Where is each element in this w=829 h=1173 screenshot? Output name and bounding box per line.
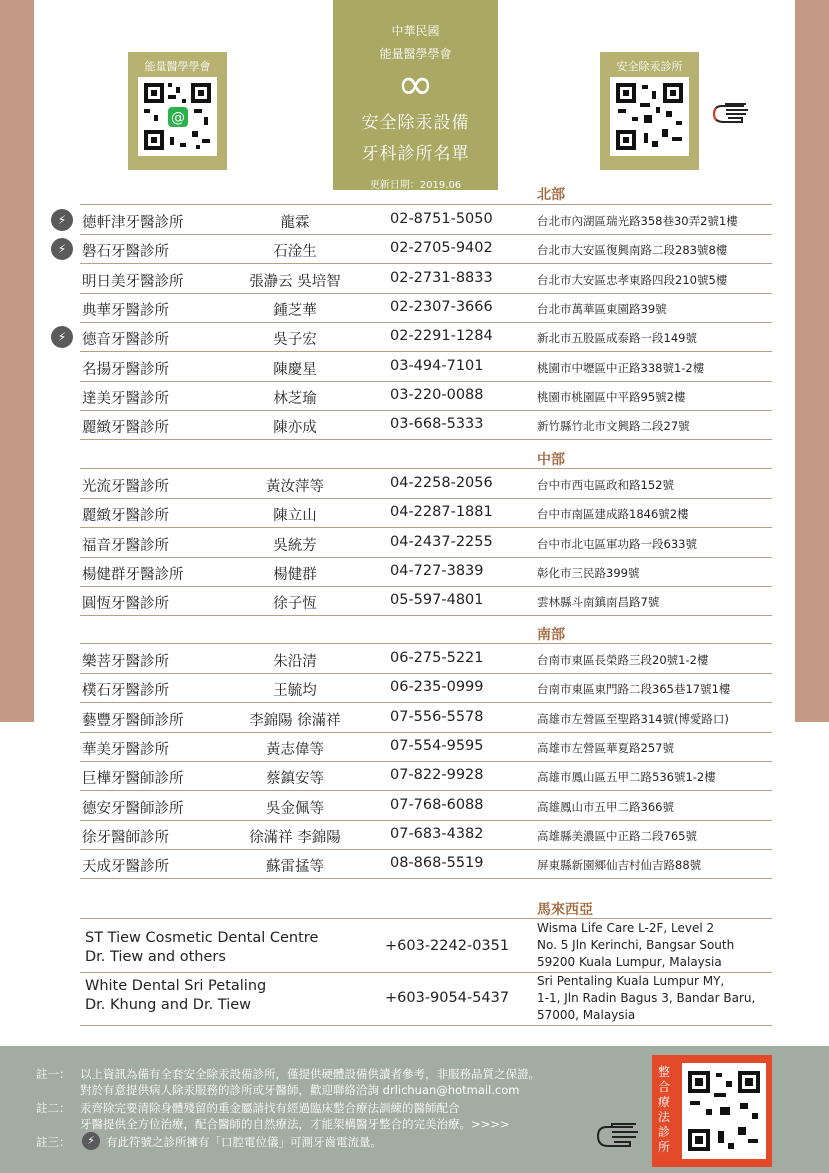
address: 雲林縣斗南鎮南昌路7號 [537, 595, 660, 610]
doctor-name: 徐滿祥 李錦陽 [249, 829, 341, 846]
address: 高雄鳳山市五甲二路366號 [537, 799, 674, 814]
doctor-name: 蔡鎮安等 [266, 771, 324, 788]
clinic-name-line: White Dental Sri Petaling [85, 978, 267, 994]
clinic-name: 達美牙醫診所 [82, 390, 169, 407]
update-date: 更新日期：2019.06 [369, 180, 462, 191]
doctor-name: 吳子宏 [273, 332, 317, 349]
left-side-band [0, 0, 34, 722]
address [537, 973, 755, 1024]
table-row [80, 919, 772, 973]
address: 新北市五股區成泰路一段149號 [537, 331, 697, 346]
clinic-name: 典華牙醫診所 [82, 302, 169, 319]
address: 屏東縣新園鄉仙吉村仙吉路88號 [537, 858, 702, 873]
note3-label: 註三： [36, 1135, 71, 1149]
doctor-name: 徐子恆 [273, 596, 317, 613]
svg-text:@: @ [171, 110, 185, 126]
region-south: 南部 [537, 627, 565, 643]
table-row [80, 972, 772, 1026]
phone-number[interactable]: 07-556-5578 [390, 708, 484, 725]
address-line: 57000, Malaysia [537, 1008, 636, 1022]
lightning-mark-icon: ⚡ [82, 1132, 100, 1150]
clinic-name: 樂菩牙醫診所 [82, 654, 169, 670]
phone-number[interactable]: 07-822-9928 [390, 767, 484, 784]
phone-number[interactable]: 08-868-5519 [390, 855, 484, 872]
table-row [80, 761, 772, 791]
phone-number[interactable]: 04-727-3839 [390, 562, 484, 579]
address: 高雄市鳳山區五甲二路536號1-2樓 [537, 770, 716, 785]
qr-code-icon[interactable] [682, 1063, 766, 1159]
clinic-name: 巨樺牙醫師診所 [82, 771, 184, 788]
table-row [80, 586, 772, 616]
clinic-name [85, 929, 318, 967]
clinic-name: 樸石牙醫診所 [82, 683, 169, 700]
address-line: 59200 Kuala Lumpur, Malaysia [537, 955, 722, 969]
right-side-band [795, 0, 829, 722]
page-title-line2: 牙科診所名單 [361, 144, 470, 164]
phone-number[interactable]: 03-494-7101 [390, 357, 484, 374]
table-row [80, 849, 772, 879]
phone-number[interactable]: 02-2291-1284 [390, 328, 493, 345]
table-row [80, 498, 772, 528]
phone-number[interactable]: +603-9054-5437 [385, 990, 510, 1006]
address-line: 1-1, Jln Radin Bagus 3, Bandar Baru, [537, 991, 756, 1005]
doctor-name: 龍霖 [280, 215, 310, 231]
address: 台北市大安區忠孝東路四段210號5樓 [537, 272, 728, 287]
doctor-name: 黃汝萍等 [266, 479, 324, 495]
doctor-name: 王毓均 [273, 683, 317, 700]
integrated-clinic-qr-card [652, 1055, 772, 1167]
lightning-mark-icon: ⚡ [51, 238, 73, 260]
phone-number[interactable]: 03-668-5333 [390, 416, 484, 433]
doctor-name: 石淦生 [273, 244, 317, 261]
clinic-name: 華美牙醫診所 [82, 741, 169, 758]
address: 台北市大安區復興南路二段283號8樓 [537, 243, 728, 258]
lightning-mark-icon: ⚡ [51, 326, 73, 348]
phone-number[interactable]: 07-768-6088 [390, 796, 484, 813]
doctor-name: 鍾芝華 [273, 302, 317, 319]
address: 桃園市桃園區中平路95號2樓 [537, 389, 686, 404]
doctor-name: 黃志偉等 [266, 741, 324, 758]
doctor-name: 林芝瑜 [273, 390, 317, 407]
address: 台中市北屯區軍功路一段633號 [537, 536, 697, 551]
qr-card-safe-clinics [600, 52, 699, 170]
qr-code-icon[interactable] [138, 77, 217, 156]
phone-number[interactable]: 07-683-4382 [390, 825, 484, 842]
lightning-mark-icon: ⚡ [51, 209, 73, 231]
phone-number[interactable]: 05-597-4801 [390, 592, 484, 609]
table-row [80, 264, 772, 294]
table-row [80, 791, 772, 821]
note3-text: 有此符號之診所擁有「口腔電位儀」可測牙齒電流量。 [106, 1135, 382, 1149]
phone-number[interactable]: 06-275-5221 [390, 650, 484, 666]
region-malaysia: 馬來西亞 [537, 902, 593, 918]
clinic-name: 德音牙醫診所 [82, 332, 169, 349]
note1-line2: 對於有意提供病人除汞服務的診所或牙醫師，歡迎聯絡洽詢 drlichuan@hotmail.com [80, 1083, 520, 1097]
clinic-name: 德安牙醫師診所 [82, 800, 184, 817]
doctor-name: 李錦陽 徐滿祥 [249, 712, 341, 729]
region-central: 中部 [537, 452, 565, 468]
header-title-box [333, 0, 498, 190]
note2-line1: 汞齊除完要清除身體殘留的重金屬請找有經過臨床整合療法訓練的醫師配合 [80, 1101, 460, 1115]
org-name-line2: 能量醫學學會 [379, 47, 452, 61]
address-line: No. 5 Jln Kerinchi, Bangsar South [537, 938, 735, 952]
qr-code-icon[interactable] [610, 77, 689, 156]
doctor-name: 朱沿清 [273, 654, 317, 670]
phone-number[interactable]: 02-2731-8833 [390, 269, 493, 286]
region-north: 北部 [537, 187, 565, 203]
clinic-name: 名揚牙醫診所 [82, 361, 169, 378]
address: 高雄市左營區華夏路257號 [537, 740, 674, 755]
doctor-name: 陳慶星 [273, 361, 317, 378]
phone-number[interactable]: 04-2287-1881 [390, 504, 493, 521]
note1-line1: 以上資訊為備有全套安全除汞設備診所，僅提供硬體設備供讀者參考，非服務品質之保證。 [80, 1067, 540, 1081]
address: 新竹縣竹北市文興路二段27號 [537, 419, 690, 434]
doctor-name: 吳統芳 [273, 537, 317, 554]
pointing-hand-icon [712, 100, 752, 132]
address: 高雄市左營區至聖路314號(博愛路口) [537, 711, 729, 726]
clinic-name: 光流牙醫診所 [82, 479, 169, 495]
infinity-icon: ∞ [397, 59, 434, 110]
phone-number[interactable]: 02-8751-5050 [390, 211, 493, 227]
doctor-name: 陳立山 [273, 508, 317, 525]
address: 彰化市三民路399號 [537, 565, 640, 580]
clinic-name: 明日美牙醫診所 [82, 273, 184, 290]
qr-caption: 安全除汞診所 [616, 60, 683, 73]
address: 台南市東區東門路二段365巷17號1樓 [537, 682, 731, 697]
address: 高雄縣美濃區中正路二段765號 [537, 828, 697, 843]
clinic-name [85, 977, 266, 1015]
clinic-name: 藝豐牙醫師診所 [82, 712, 184, 729]
clinic-name-line: ST Tiew Cosmetic Dental Centre [85, 930, 319, 946]
table-row [80, 703, 772, 733]
table-row [80, 469, 772, 499]
phone-number[interactable]: 04-2258-2056 [390, 475, 493, 491]
note2-line2: 牙醫提供全方位治療，配合醫師的自然療法，才能架構醫牙整合的完美治療。>>>> [80, 1117, 510, 1131]
address [537, 920, 734, 971]
address: 台中市西屯區政和路152號 [537, 478, 674, 492]
table-row [80, 205, 772, 235]
phone-number[interactable]: 03-220-0088 [390, 386, 484, 403]
doctor-name: 吳金佩等 [266, 800, 324, 817]
address: 台北市萬華區東園路39號 [537, 301, 667, 316]
clinic-name: 福音牙醫診所 [82, 537, 169, 554]
clinic-name: 楊健群牙醫診所 [82, 566, 184, 583]
table-row [80, 352, 772, 382]
qr-caption: 整合療法診所 [658, 1065, 671, 1154]
table-row [80, 410, 772, 440]
table-row [80, 381, 772, 411]
clinic-name: 天成牙醫診所 [82, 859, 169, 876]
address: 台北市內湖區瑞光路358巷30弄2號1樓 [537, 214, 738, 228]
clinic-name: 徐牙醫師診所 [82, 829, 169, 846]
qr-caption: 能量醫學學會 [144, 60, 211, 73]
table-row [80, 557, 772, 587]
doctor-name: 張瀞云 吳培智 [249, 273, 341, 290]
table-row [80, 234, 772, 264]
phone-number[interactable]: 02-2307-3666 [390, 298, 493, 315]
clinic-name: 麗緻牙醫診所 [82, 508, 169, 525]
table-row [80, 528, 772, 558]
phone-number[interactable]: 06-235-0999 [390, 679, 484, 696]
table-row [80, 820, 772, 850]
address-line: Sri Pentaling Kuala Lumpur MY, [537, 974, 725, 988]
clinic-name-line: Dr. Tiew and others [85, 949, 226, 965]
table-row [80, 732, 772, 762]
table-row [80, 644, 772, 674]
page-title-line1: 安全除汞設備 [361, 113, 470, 133]
table-row [80, 293, 772, 323]
doctor-name: 楊健群 [273, 566, 317, 583]
pointing-hand-icon [596, 1120, 644, 1151]
phone-number[interactable]: 07-554-9595 [390, 737, 484, 754]
clinic-name-line: Dr. Khung and Dr. Tiew [85, 997, 252, 1013]
note1-label: 註一： [36, 1067, 71, 1081]
qr-card-energy-society [128, 52, 227, 170]
clinic-name: 磐石牙醫診所 [82, 244, 169, 261]
address: 台中市南區建成路1846號2樓 [537, 507, 689, 522]
clinic-name: 圓恆牙醫診所 [82, 596, 169, 613]
address-line: Wisma Life Care L-2F, Level 2 [537, 921, 715, 935]
doctor-name: 蘇雷掹等 [266, 859, 324, 876]
phone-number[interactable]: +603-2242-0351 [385, 938, 510, 954]
address: 桃園市中壢區中正路338號1-2樓 [537, 360, 705, 375]
doctor-name: 陳亦成 [273, 420, 317, 437]
org-name-line1: 中華民國 [391, 24, 440, 38]
table-row [80, 673, 772, 703]
clinic-name: 德軒津牙醫診所 [82, 215, 184, 231]
phone-number[interactable]: 04-2437-2255 [390, 533, 493, 550]
address: 台南市東區長榮路三段20號1-2樓 [537, 653, 709, 667]
clinic-name: 麗緻牙醫診所 [82, 420, 169, 437]
phone-number[interactable]: 02-2705-9402 [390, 240, 493, 257]
note2-label: 註二： [36, 1101, 71, 1115]
table-row [80, 322, 772, 352]
